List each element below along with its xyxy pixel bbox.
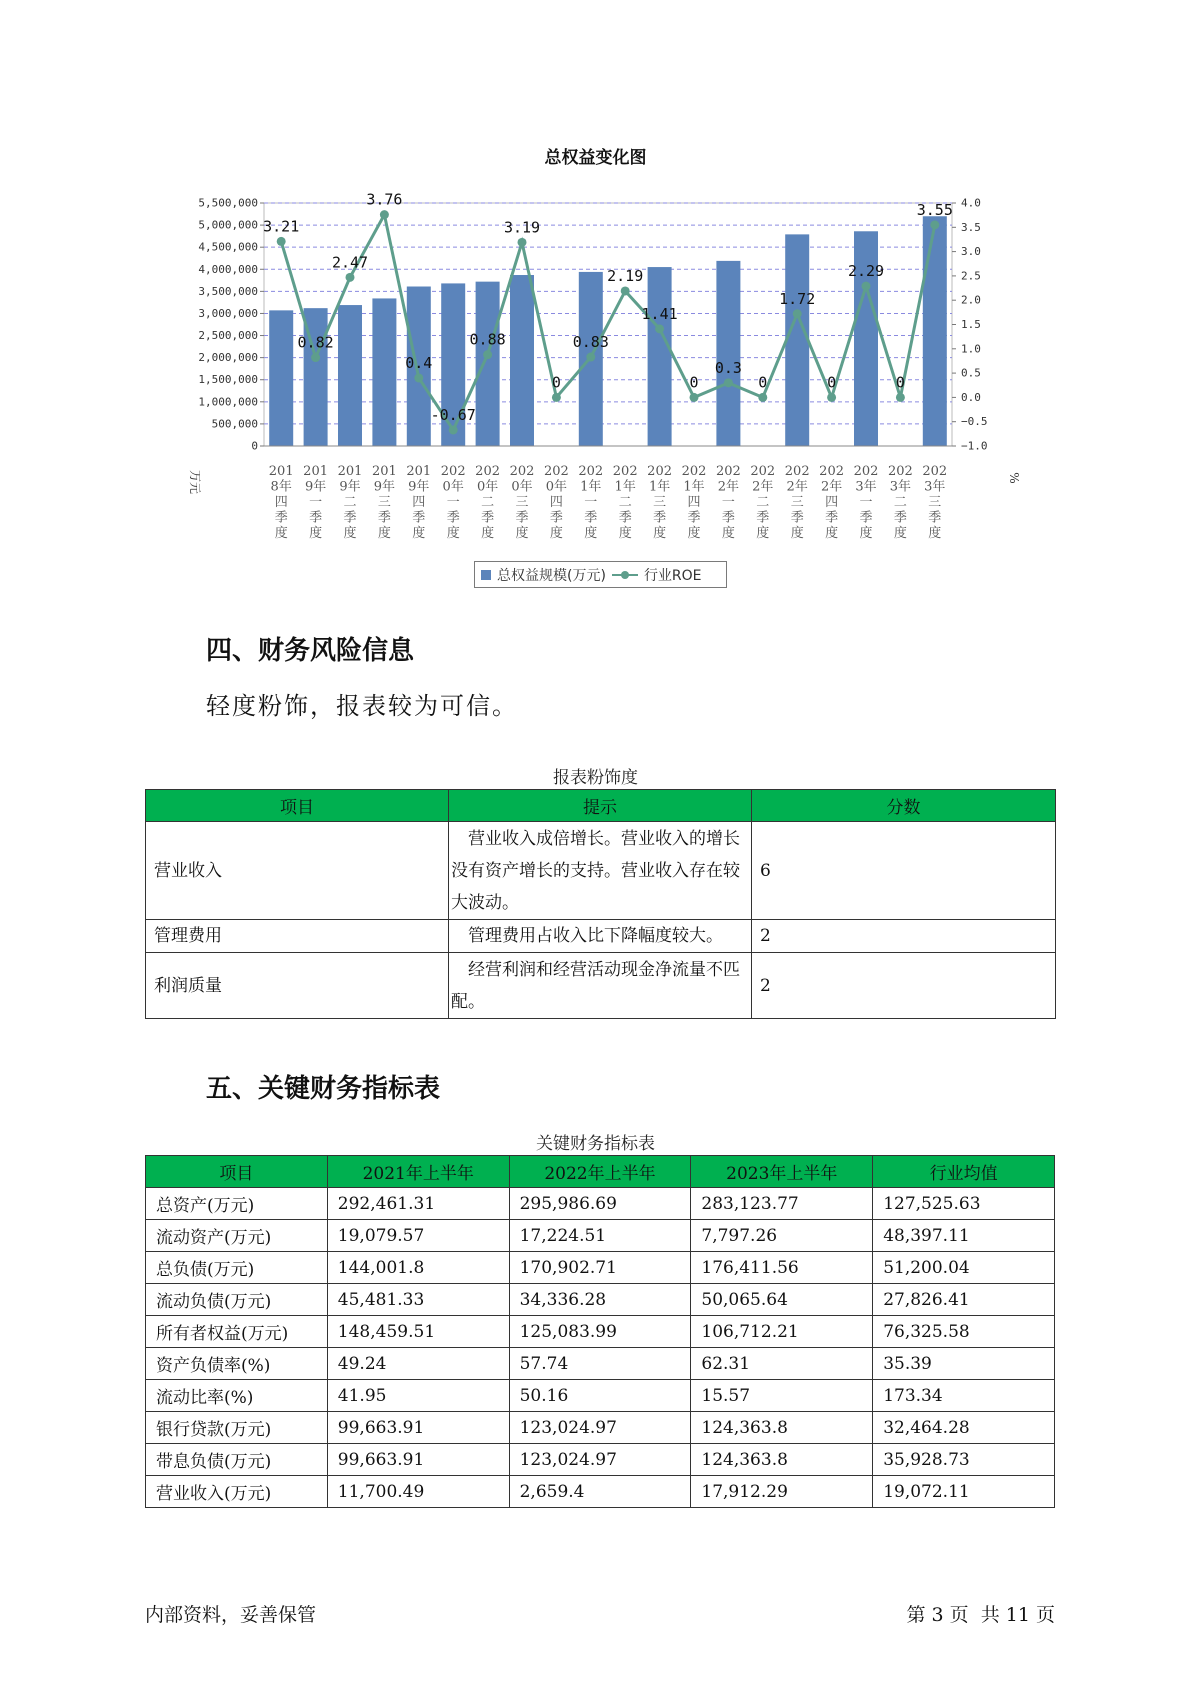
x-tick-label: 202	[543, 464, 569, 479]
left-tick-label: 500,000	[211, 417, 258, 431]
kpi-item-cell: 流动比率(%)	[146, 1380, 328, 1412]
data-label: 0.82	[297, 333, 334, 352]
left-tick-label: 5,500,000	[198, 196, 258, 210]
x-tick-label: 202	[819, 464, 845, 479]
x-tick-label: 1年	[648, 479, 671, 495]
x-tick-label: 季	[412, 510, 426, 526]
x-tick-label: 202	[887, 464, 913, 479]
x-tick-label: 202	[750, 464, 776, 479]
x-tick-label: 度	[687, 526, 701, 541]
roe-point	[552, 393, 561, 402]
legend-bar-label: 总权益规模(万元)	[497, 567, 606, 584]
chart-legend	[474, 561, 727, 588]
legend-line-swatch	[612, 569, 638, 581]
equity-chart	[0, 160, 1191, 560]
x-tick-label: 3年	[855, 479, 877, 495]
x-tick-label: 一	[721, 495, 735, 510]
roe-point	[827, 393, 836, 402]
x-tick-label: 201	[371, 464, 397, 479]
y-axis-title-right: %	[1007, 472, 1021, 484]
table-header-row	[146, 790, 1056, 822]
data-label: 0.88	[469, 330, 506, 349]
kpi-value-cell: 127,525.63	[873, 1188, 1055, 1220]
x-tick-label: 度	[618, 526, 632, 541]
kpi-value-cell: 35,928.73	[873, 1444, 1055, 1476]
x-tick-label: 9年	[373, 479, 396, 495]
kpi-item-cell: 资产负债率(%)	[146, 1348, 328, 1380]
roe-point	[930, 220, 939, 229]
x-tick-label: 202	[509, 464, 535, 479]
x-tick-label: 四	[687, 495, 701, 510]
x-tick-label: 四	[825, 495, 839, 510]
kpi-value-cell: 17,224.51	[509, 1220, 691, 1252]
roe-point	[690, 393, 699, 402]
header-cell: 行业均值	[873, 1156, 1055, 1188]
data-label: 3.19	[503, 218, 541, 237]
roe-point	[793, 309, 802, 318]
data-label: 2.29	[847, 262, 885, 281]
bar	[510, 275, 534, 446]
x-tick-label: 一	[859, 495, 873, 510]
bar	[338, 305, 362, 446]
x-tick-label: 度	[790, 526, 804, 541]
x-tick-label: 度	[274, 526, 288, 541]
kpi-value-cell: 49.24	[327, 1348, 509, 1380]
x-tick-label: 2年	[752, 479, 774, 495]
table-header-row	[146, 1156, 1055, 1188]
kpi-value-cell: 35.39	[873, 1348, 1055, 1380]
kpi-value-cell: 170,902.71	[509, 1252, 691, 1284]
roe-point	[758, 393, 767, 402]
kpi-value-cell: 50.16	[509, 1380, 691, 1412]
left-tick-label: 3,500,000	[198, 284, 258, 298]
x-tick-label: 一	[446, 495, 460, 510]
x-tick-label: 9年	[304, 479, 327, 495]
x-tick-label: 202	[440, 464, 466, 479]
left-tick-label: 0	[251, 439, 258, 453]
roe-point	[346, 273, 355, 282]
roe-point	[896, 393, 905, 402]
kpi-value-cell: 292,461.31	[327, 1188, 509, 1220]
right-tick-label: 3.5	[961, 220, 981, 234]
kpi-item-cell: 营业收入(万元)	[146, 1476, 328, 1508]
kpi-value-cell: 99,663.91	[327, 1412, 509, 1444]
x-tick-label: 季	[309, 510, 323, 526]
kpi-value-cell: 19,079.57	[327, 1220, 509, 1252]
x-tick-label: 二	[343, 495, 357, 510]
x-tick-label: 3年	[924, 479, 946, 495]
x-tick-label: 201	[337, 464, 363, 479]
bar	[269, 310, 293, 446]
x-tick-label: 1年	[683, 479, 705, 495]
left-tick-label: 5,000,000	[198, 218, 258, 232]
x-tick-label: 季	[446, 510, 460, 526]
kpi-table-caption: 关键财务指标表	[536, 1134, 655, 1154]
kpi-value-cell: 106,712.21	[691, 1316, 873, 1348]
data-label: 3.76	[366, 190, 403, 209]
x-tick-label: 202	[681, 464, 707, 479]
footer-page-number: 第 3 页 共 11 页	[906, 1604, 1055, 1626]
table-row	[146, 920, 1056, 953]
kpi-item-cell: 带息负债(万元)	[146, 1444, 328, 1476]
x-tick-label: 季	[653, 510, 667, 526]
x-tick-label: 季	[343, 510, 357, 526]
x-tick-label: 1年	[614, 479, 636, 495]
kpi-value-cell: 173.34	[873, 1380, 1055, 1412]
kpi-value-cell: 15.57	[691, 1380, 873, 1412]
x-tick-label: 202	[853, 464, 879, 479]
risk-table-caption: 报表粉饰度	[553, 768, 638, 788]
header-cell: 项目	[146, 1156, 328, 1188]
x-tick-label: 2年	[717, 479, 740, 495]
left-tick-label: 4,500,000	[198, 240, 258, 254]
kpi-value-cell: 148,459.51	[327, 1316, 509, 1348]
left-tick-label: 1,500,000	[198, 373, 258, 387]
x-tick-label: 季	[790, 510, 804, 526]
kpi-item-cell: 总资产(万元)	[146, 1188, 328, 1220]
risk-item: 利润质量	[146, 953, 449, 1019]
risk-hint-text: 经营利润和经营活动现金净流量不匹配。	[451, 959, 740, 1012]
data-label: 0	[827, 373, 837, 392]
x-tick-label: 202	[715, 464, 741, 479]
kpi-value-cell: 99,663.91	[327, 1444, 509, 1476]
kpi-value-cell: 124,363.8	[691, 1412, 873, 1444]
x-tick-label: 0年	[511, 479, 533, 495]
x-tick-label: 四	[412, 495, 426, 510]
risk-hint	[449, 822, 752, 920]
table-row	[146, 1348, 1055, 1380]
table-row	[146, 953, 1056, 1019]
risk-summary: 轻度粉饰，报表较为可信。	[206, 692, 518, 720]
data-label: 0.4	[405, 353, 433, 372]
roe-point	[621, 286, 630, 295]
kpi-value-cell: 19,072.11	[873, 1476, 1055, 1508]
roe-point	[311, 353, 320, 362]
kpi-value-cell: 27,826.41	[873, 1284, 1055, 1316]
data-label: 3.55	[916, 200, 953, 219]
x-tick-label: 季	[756, 510, 770, 526]
bar	[476, 282, 500, 446]
roe-point	[655, 324, 664, 333]
right-tick-label: 4.0	[961, 196, 981, 210]
kpi-value-cell: 41.95	[327, 1380, 509, 1412]
right-tick-label: −0.5	[961, 415, 988, 429]
x-tick-label: 季	[893, 510, 907, 526]
bar	[785, 234, 809, 446]
bar	[372, 298, 396, 446]
right-tick-label: 1.0	[961, 342, 981, 356]
kpi-value-cell: 76,325.58	[873, 1316, 1055, 1348]
data-label: 2.47	[331, 253, 369, 272]
kpi-value-cell: 283,123.77	[691, 1188, 873, 1220]
left-tick-label: 1,000,000	[198, 395, 258, 409]
legend-line-label: 行业ROE	[643, 567, 702, 584]
x-tick-label: 季	[618, 510, 632, 526]
x-tick-label: 二	[481, 495, 495, 510]
section-heading-kpi: 五、关键财务指标表	[206, 1074, 441, 1104]
roe-point	[449, 425, 458, 434]
kpi-value-cell: 144,001.8	[327, 1252, 509, 1284]
x-tick-label: 8年	[270, 479, 292, 495]
right-tick-label: 0.5	[961, 366, 981, 380]
data-label: 3.21	[263, 217, 300, 236]
risk-item: 营业收入	[146, 822, 449, 920]
x-tick-label: 度	[549, 526, 563, 541]
kpi-item-cell: 总负债(万元)	[146, 1252, 328, 1284]
x-tick-label: 季	[928, 510, 942, 526]
x-tick-label: 度	[859, 526, 873, 541]
left-tick-label: 2,500,000	[198, 329, 258, 343]
table-row	[146, 1284, 1055, 1316]
kpi-item-cell: 流动资产(万元)	[146, 1220, 328, 1252]
header-cell: 分数	[752, 790, 1056, 822]
x-tick-label: 度	[343, 526, 357, 541]
y-axis-title-left: 万元	[188, 469, 202, 495]
x-tick-label: 度	[377, 526, 391, 541]
x-tick-label: 202	[784, 464, 810, 479]
right-tick-label: 1.5	[961, 318, 981, 331]
data-label: 2.19	[607, 266, 644, 285]
x-tick-label: 季	[687, 510, 701, 526]
x-tick-label: 201	[303, 464, 329, 479]
x-tick-label: 0年	[442, 479, 464, 495]
x-tick-label: 季	[859, 510, 873, 526]
x-tick-label: 三	[515, 495, 529, 510]
table-row	[146, 1412, 1055, 1444]
kpi-value-cell: 176,411.56	[691, 1252, 873, 1284]
x-tick-label: 二	[893, 495, 907, 510]
bar	[716, 261, 740, 446]
data-label: 0	[551, 373, 561, 392]
x-tick-label: 2年	[820, 479, 843, 495]
kpi-value-cell: 62.31	[691, 1348, 873, 1380]
right-tick-label: 2.5	[961, 269, 981, 283]
kpi-value-cell: 34,336.28	[509, 1284, 691, 1316]
x-tick-label: 3年	[889, 479, 912, 495]
x-tick-label: 202	[647, 464, 673, 479]
data-label: 0	[758, 373, 768, 392]
x-tick-label: 季	[274, 510, 288, 526]
x-tick-label: 9年	[408, 479, 430, 495]
table-row	[146, 1316, 1055, 1348]
x-tick-label: 三	[928, 495, 942, 510]
table-row	[146, 1188, 1055, 1220]
kpi-value-cell: 124,363.8	[691, 1444, 873, 1476]
x-tick-label: 度	[653, 526, 667, 541]
data-label: 0	[689, 373, 699, 392]
footer-confidential: 内部资料，妥善保管	[145, 1604, 317, 1626]
kpi-item-cell: 所有者权益(万元)	[146, 1316, 328, 1348]
table-row	[146, 1220, 1055, 1252]
x-tick-label: 0年	[476, 479, 499, 495]
header-cell: 2022年上半年	[509, 1156, 691, 1188]
kpi-value-cell: 7,797.26	[691, 1220, 873, 1252]
kpi-item-cell: 流动负债(万元)	[146, 1284, 328, 1316]
x-tick-label: 202	[612, 464, 638, 479]
data-label: 1.41	[641, 304, 678, 323]
kpi-value-cell: 295,986.69	[509, 1188, 691, 1220]
chart-title: 总权益变化图	[544, 148, 647, 168]
data-label: 0.83	[572, 333, 609, 352]
table-row	[146, 1476, 1055, 1508]
table-row	[146, 822, 1056, 920]
x-tick-label: 度	[515, 526, 529, 541]
bar	[923, 216, 947, 446]
header-cell: 提示	[449, 790, 752, 822]
x-tick-label: 季	[377, 510, 391, 526]
roe-point	[414, 373, 423, 382]
header-cell: 2023年上半年	[691, 1156, 873, 1188]
data-label: 1.72	[779, 289, 816, 308]
kpi-value-cell: 11,700.49	[327, 1476, 509, 1508]
header-cell: 项目	[146, 790, 449, 822]
x-tick-label: 季	[515, 510, 529, 526]
kpi-value-cell: 123,024.97	[509, 1444, 691, 1476]
risk-score: 2	[752, 953, 1056, 1019]
risk-score: 2	[752, 920, 1056, 953]
table-row	[146, 1252, 1055, 1284]
risk-hint	[449, 920, 752, 953]
x-tick-label: 四	[549, 495, 563, 510]
risk-item: 管理费用	[146, 920, 449, 953]
x-tick-label: 度	[721, 526, 735, 541]
table-row	[146, 1444, 1055, 1476]
kpi-value-cell: 50,065.64	[691, 1284, 873, 1316]
table-row	[146, 1380, 1055, 1412]
risk-hint	[449, 953, 752, 1019]
right-tick-label: 0.0	[961, 390, 981, 404]
left-tick-label: 3,000,000	[198, 306, 258, 320]
kpi-value-cell: 48,397.11	[873, 1220, 1055, 1252]
kpi-value-cell: 17,912.29	[691, 1476, 873, 1508]
x-tick-label: 一	[584, 495, 598, 510]
data-label: -0.67	[430, 405, 476, 424]
x-tick-label: 季	[721, 510, 735, 526]
right-tick-label: 3.0	[961, 245, 981, 259]
x-tick-label: 2年	[786, 479, 808, 495]
x-tick-label: 度	[481, 526, 495, 541]
risk-hint-text: 营业收入成倍增长。营业收入的增长没有资产增长的支持。营业收入存在较大波动。	[451, 828, 740, 913]
x-tick-label: 季	[549, 510, 563, 526]
kpi-value-cell: 45,481.33	[327, 1284, 509, 1316]
x-tick-label: 201	[268, 464, 294, 479]
data-label: 0	[895, 373, 905, 392]
right-tick-label: 2.0	[961, 293, 981, 307]
x-tick-label: 0年	[545, 479, 568, 495]
risk-score: 6	[752, 822, 1056, 920]
x-tick-label: 二	[756, 495, 770, 510]
x-tick-label: 三	[653, 495, 667, 510]
x-tick-label: 度	[412, 526, 426, 541]
roe-point	[862, 282, 871, 291]
x-tick-label: 202	[475, 464, 501, 479]
kpi-table	[145, 1155, 1055, 1508]
data-label: 0.3	[714, 358, 742, 377]
x-tick-label: 一	[309, 495, 323, 510]
roe-point	[724, 378, 733, 387]
x-tick-label: 三	[790, 495, 804, 510]
x-tick-label: 9年	[339, 479, 361, 495]
x-tick-label: 季	[825, 510, 839, 526]
kpi-value-cell: 57.74	[509, 1348, 691, 1380]
header-cell: 2021年上半年	[327, 1156, 509, 1188]
x-tick-label: 202	[578, 464, 604, 479]
roe-point	[586, 353, 595, 362]
section-heading-risk: 四、财务风险信息	[206, 636, 415, 666]
x-tick-label: 季	[584, 510, 598, 526]
roe-point	[518, 238, 527, 247]
kpi-value-cell: 51,200.04	[873, 1252, 1055, 1284]
risk-hint-text: 管理费用占收入比下降幅度较大。	[468, 926, 723, 946]
x-tick-label: 度	[825, 526, 839, 541]
x-tick-label: 201	[406, 464, 432, 479]
x-tick-label: 202	[922, 464, 948, 479]
risk-table	[145, 789, 1056, 1019]
kpi-value-cell: 125,083.99	[509, 1316, 691, 1348]
kpi-value-cell: 32,464.28	[873, 1412, 1055, 1444]
roe-point	[483, 350, 492, 359]
roe-point	[380, 210, 389, 219]
x-tick-label: 四	[274, 495, 288, 510]
x-tick-label: 度	[893, 526, 907, 541]
left-tick-label: 4,000,000	[198, 262, 258, 276]
x-tick-label: 度	[309, 526, 323, 541]
x-tick-label: 三	[377, 495, 391, 510]
legend-bar-swatch	[481, 570, 491, 580]
x-tick-label: 1年	[580, 479, 602, 495]
right-tick-label: −1.0	[961, 439, 988, 453]
x-tick-label: 二	[618, 495, 632, 510]
bar	[648, 267, 672, 446]
kpi-value-cell: 123,024.97	[509, 1412, 691, 1444]
kpi-value-cell: 2,659.4	[509, 1476, 691, 1508]
x-tick-label: 度	[446, 526, 460, 541]
x-tick-label: 度	[584, 526, 598, 541]
roe-point	[277, 237, 286, 246]
left-tick-label: 2,000,000	[198, 351, 258, 365]
x-tick-label: 季	[481, 510, 495, 526]
x-tick-label: 度	[928, 526, 942, 541]
kpi-item-cell: 银行贷款(万元)	[146, 1412, 328, 1444]
x-tick-label: 度	[756, 526, 770, 541]
